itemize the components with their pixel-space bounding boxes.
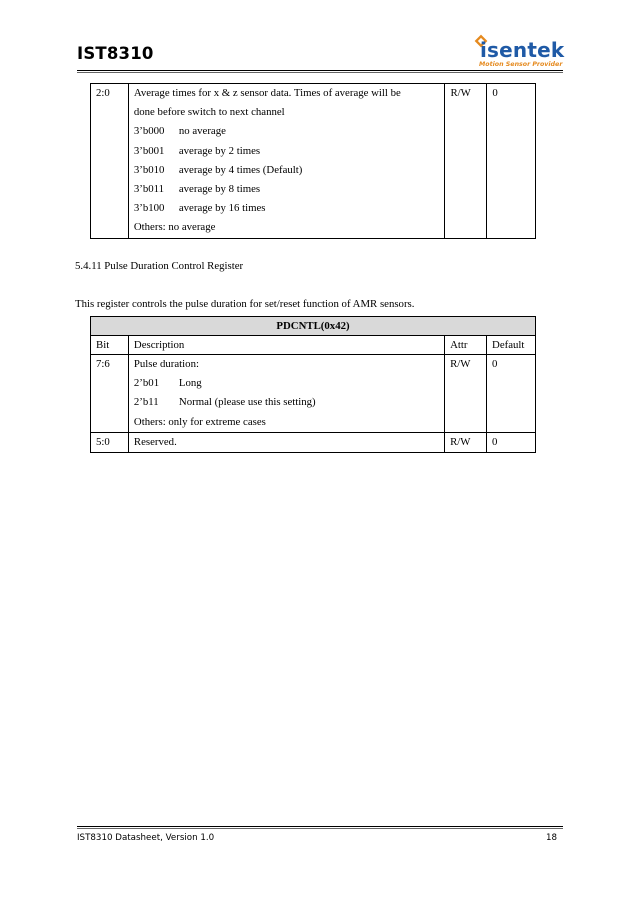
option-line xyxy=(134,374,439,393)
table-title-row xyxy=(91,317,536,336)
option-label: average by 4 times (Default) xyxy=(178,163,303,176)
table-header-row xyxy=(91,336,536,355)
section-intro-paragraph: This register controls the pulse duration for set/reset function of AMR sensors. xyxy=(75,298,415,310)
others-line: Others: only for extreme cases xyxy=(133,415,266,428)
option-label: Long xyxy=(178,377,202,390)
others-line: Others: no average xyxy=(133,221,216,234)
option-code: 2’b01 xyxy=(133,377,160,390)
bit-cell: 7:6 xyxy=(91,355,129,433)
table-row xyxy=(91,84,536,239)
attr-cell: R/W xyxy=(445,355,487,433)
option-label: average by 8 times xyxy=(178,183,261,196)
description-line: Reserved. xyxy=(133,435,177,448)
document-title: IST8310 xyxy=(77,44,154,63)
column-header-attr: Attr xyxy=(445,336,487,355)
footer-rule xyxy=(77,826,563,827)
option-label: Normal (please use this setting) xyxy=(178,396,316,409)
option-code: 3’b001 xyxy=(133,144,165,157)
default-cell: 0 xyxy=(487,355,536,433)
option-code: 3’b000 xyxy=(133,125,165,138)
column-header-default: Default xyxy=(487,336,536,355)
option-code: 3’b011 xyxy=(133,183,165,196)
footer-document-version: IST8310 Datasheet, Version 1.0 xyxy=(77,833,215,843)
option-line xyxy=(134,180,440,199)
description-cell xyxy=(128,355,444,433)
logo-tagline: Motion Sensor Provider xyxy=(479,61,563,68)
description-line: done before switch to next channel xyxy=(133,106,285,119)
description-line: Average times for x & z sensor data. Times of average will be xyxy=(133,87,401,99)
option-line xyxy=(134,142,440,161)
attr-cell: R/W xyxy=(445,84,487,239)
description-line: Pulse duration: xyxy=(133,358,199,370)
table-row xyxy=(91,355,536,433)
footer-page-number: 18 xyxy=(546,833,558,843)
default-cell: 0 xyxy=(487,432,536,452)
bit-cell: 5:0 xyxy=(91,432,129,452)
description-cell xyxy=(128,84,445,239)
header-rule xyxy=(77,70,563,71)
column-header-bit: Bit xyxy=(91,336,129,355)
option-code: 3’b010 xyxy=(133,163,165,176)
option-line xyxy=(134,122,440,141)
table-row xyxy=(91,432,536,452)
option-line xyxy=(134,161,440,180)
description-cell xyxy=(128,432,444,452)
option-label: average by 16 times xyxy=(178,202,266,215)
section-heading: 5.4.11 Pulse Duration Control Register xyxy=(75,260,244,272)
option-code: 2’b11 xyxy=(133,396,159,409)
register-table-continued xyxy=(90,83,536,239)
register-name: PDCNTL(0x42) xyxy=(91,317,536,336)
logo-wordmark: isentek xyxy=(480,38,565,62)
attr-cell: R/W xyxy=(445,432,487,452)
option-code: 3’b100 xyxy=(133,202,165,215)
default-cell: 0 xyxy=(487,84,536,239)
bit-cell: 2:0 xyxy=(91,84,129,239)
option-line xyxy=(134,199,440,218)
header-rule-secondary xyxy=(77,72,563,73)
column-header-description: Description xyxy=(128,336,444,355)
option-label: average by 2 times xyxy=(178,144,261,157)
register-table-pdcntl xyxy=(90,316,536,453)
footer-rule-secondary xyxy=(77,828,563,829)
option-line xyxy=(134,393,439,412)
option-label: no average xyxy=(178,125,226,138)
